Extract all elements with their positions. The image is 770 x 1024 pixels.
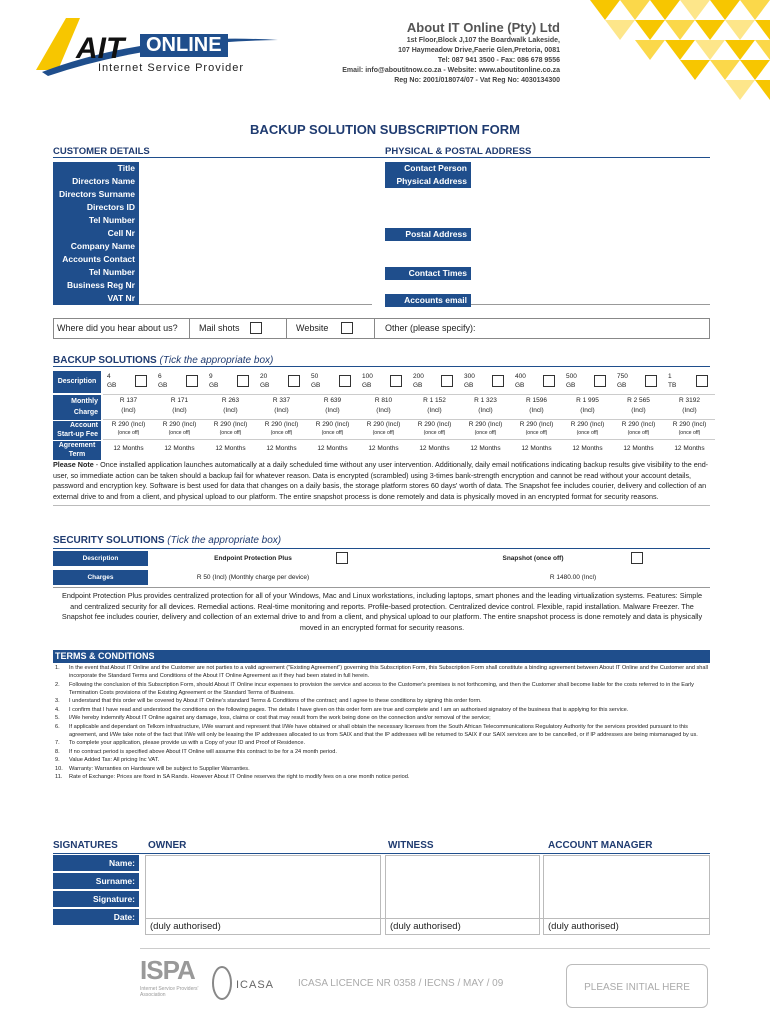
backup-startup-once: (once off) — [168, 430, 191, 436]
backup-note-text: - Once installed application launches automatically at a daily scheduled time without any user intervention. Additionally, daily email notifications indicating backup results give visibility to the end-user, so immediate action can be taken should a backup fail for whatever reason. Data is encrypted (scrambled) using 3-times bank-strength encryption and cannot be read without your account details, password and encryption key. Software is best used for data that changes on a daily basis, the storage platform stores 60 days' worth of data. The Snapshot fee includes courier, delivery and collection of an external drive to and from a client, and physical upload to our platform. The entire snapshot process is done remotely and data is physically moved in an encrypted format for security reasons. — [53, 460, 709, 501]
company-reg: Reg No: 2001/018074/07 - Vat Reg No: 4030134300 — [394, 77, 560, 84]
terms-list — [53, 664, 710, 782]
terms-item — [53, 681, 710, 697]
terms-item-text: To complete your application, please provide us with a Copy of your ID and Proof of Residence. — [69, 740, 305, 746]
backup-monthly-incl: (Incl) — [580, 407, 595, 414]
backup-heading — [53, 355, 273, 366]
backup-size-value: 750 — [617, 373, 628, 380]
field-label-accounts-email: Accounts email — [385, 294, 471, 307]
terms-item-number: 5. — [55, 715, 60, 721]
backup-startup-fee: R 290 (Incl) — [417, 421, 452, 428]
backup-monthly-incl: (Incl) — [682, 407, 697, 414]
backup-checkbox[interactable] — [339, 375, 351, 387]
terms-item — [53, 739, 710, 747]
backup-size-unit: TB — [668, 382, 677, 389]
signatures-heading: SIGNATURES — [53, 840, 118, 851]
backup-startup-fee: R 290 (Incl) — [264, 421, 299, 428]
terms-item-text: Rate of Exchange: Prices are fixed in SA Rands. However About IT Online reserves the right to modify fees on a one month notice period. — [69, 774, 410, 780]
backup-monthly-price: R 3192 — [679, 397, 700, 404]
field-label-directors-surname: Directors Surname — [53, 188, 139, 201]
backup-monthly-incl: (Incl) — [427, 407, 442, 414]
backup-startup-fee: R 290 (Incl) — [519, 421, 554, 428]
terms-item — [53, 697, 710, 705]
backup-monthly-price: R 171 — [170, 397, 189, 404]
backup-option-9gb — [205, 371, 256, 459]
terms-item-text: Following the conclusion of this Subscription Form, should About IT Online incur expenses to provision the service and access to the Customer's premises is not forthcoming, and then the Customer shall become liable for the costs referred to in the Early Termination Costs provisions of the Existing Agreement or the Standard Terms of Business. — [69, 681, 694, 696]
backup-startup-once: (once off) — [627, 430, 650, 436]
logo-online: ONLINE — [140, 34, 228, 57]
terms-item-number: 6. — [55, 723, 60, 730]
backup-checkbox[interactable] — [645, 375, 657, 387]
terms-item-text: I/We hereby indemnify About IT Online against any damage, loss, claims or cost that may result from the work being done on the connection and/or removal of the service; — [69, 715, 491, 721]
backup-startup-once: (once off) — [678, 430, 701, 436]
mail-shots-checkbox[interactable] — [250, 322, 262, 334]
backup-term: 12 Months — [623, 445, 654, 452]
backup-checkbox[interactable] — [543, 375, 555, 387]
security-heading — [53, 535, 281, 546]
owner-heading: OWNER — [148, 840, 187, 851]
backup-startup-fee: R 290 (Incl) — [213, 421, 248, 428]
icasa-licence: ICASA LICENCE NR 0358 / IECNS / MAY / 09 — [298, 978, 504, 989]
epp-checkbox[interactable] — [336, 552, 348, 564]
backup-startup-fee: R 290 (Incl) — [570, 421, 605, 428]
backup-heading-hint: (Tick the appropriate box) — [159, 355, 274, 366]
witness-heading: WITNESS — [388, 840, 434, 851]
terms-item-text: Value Added Tax: All pricing Inc VAT. — [69, 757, 160, 763]
backup-checkbox[interactable] — [186, 375, 198, 387]
backup-startup-once: (once off) — [423, 430, 446, 436]
backup-startup-once: (once off) — [474, 430, 497, 436]
backup-size-unit: GB — [413, 382, 423, 389]
security-heading-hint: (Tick the appropriate box) — [167, 535, 282, 546]
terms-item — [53, 765, 710, 773]
backup-term: 12 Months — [215, 445, 246, 452]
hear-about-row — [53, 318, 710, 339]
terms-item-number: 10. — [55, 765, 63, 772]
backup-monthly-incl: (Incl) — [223, 407, 238, 414]
backup-size-unit: GB — [515, 382, 525, 389]
backup-size-value: 300 — [464, 373, 475, 380]
terms-item — [53, 723, 710, 739]
backup-monthly-price: R 263 — [221, 397, 240, 404]
field-label-physical-address: Physical Address — [385, 175, 471, 188]
ispa-logo — [140, 955, 200, 1010]
backup-startup-fee: R 290 (Incl) — [621, 421, 656, 428]
backup-heading-text: BACKUP SOLUTIONS — [53, 355, 157, 366]
field-label-contact-person: Contact Person — [385, 162, 471, 175]
backup-startup-fee: R 290 (Incl) — [162, 421, 197, 428]
backup-startup-once: (once off) — [117, 430, 140, 436]
backup-monthly-price: R 1 323 — [474, 397, 497, 404]
witness-duly: (duly authorised) — [390, 921, 461, 932]
backup-startup-once: (once off) — [525, 430, 548, 436]
backup-checkbox[interactable] — [594, 375, 606, 387]
backup-monthly-price: R 137 — [119, 397, 138, 404]
backup-size-unit: GB — [617, 382, 627, 389]
company-phone: Tel: 087 941 3500 - Fax: 086 678 9556 — [437, 57, 560, 64]
company-address-1: 1st Floor,Block J,107 the Boardwalk Lakeside, — [406, 37, 560, 44]
backup-startup-once: (once off) — [372, 430, 395, 436]
backup-startup-fee: R 290 (Incl) — [672, 421, 707, 428]
field-label-vat-nr: VAT Nr — [53, 292, 139, 305]
terms-item-text: I confirm that I have read and understood the conditions on the following pages. The details I have given on this order form are true and complete and I am an authorised signatory of the business that is applying for this service. — [69, 706, 629, 713]
icasa-emblem-icon — [210, 965, 234, 1001]
backup-size-value: 20 — [260, 373, 268, 380]
terms-item-number: 8. — [55, 748, 60, 755]
backup-label-term: Agreement Term — [53, 441, 101, 460]
backup-size-unit: GB — [209, 382, 219, 389]
company-logo — [28, 12, 283, 77]
field-label-tel-number: Tel Number — [53, 214, 139, 227]
backup-term: 12 Months — [113, 445, 144, 452]
backup-checkbox[interactable] — [390, 375, 402, 387]
manager-duly: (duly authorised) — [548, 921, 619, 932]
field-label-company-name: Company Name — [53, 240, 139, 253]
backup-startup-once: (once off) — [219, 430, 242, 436]
backup-label-startup: Account Start-up Fee — [53, 421, 101, 440]
website-checkbox[interactable] — [341, 322, 353, 334]
terms-item — [53, 714, 710, 722]
terms-item-number: 1. — [55, 665, 60, 671]
physical-fields — [385, 162, 471, 188]
backup-monthly-price: R 1596 — [526, 397, 547, 404]
backup-size-value: 50 — [311, 373, 319, 380]
backup-monthly-incl: (Incl) — [631, 407, 646, 414]
backup-option-100gb — [358, 371, 409, 459]
backup-monthly-incl: (Incl) — [376, 407, 391, 414]
field-label-contact-times: Contact Times — [385, 267, 471, 280]
backup-term: 12 Months — [419, 445, 450, 452]
ispa-text: ISPA — [140, 955, 195, 985]
backup-size-value: 1 — [668, 373, 672, 380]
backup-label-monthly: Monthly Charge — [53, 395, 101, 420]
initial-here-label: PLEASE INITIAL HERE — [584, 982, 690, 993]
backup-label-description: Description — [53, 371, 101, 393]
website-label: Website — [296, 323, 329, 333]
backup-startup-once: (once off) — [321, 430, 344, 436]
terms-item — [53, 748, 710, 756]
backup-checkbox[interactable] — [135, 375, 147, 387]
field-label-postal-address: Postal Address — [385, 228, 471, 241]
backup-size-unit: GB — [260, 382, 270, 389]
owner-duly: (duly authorised) — [150, 921, 221, 932]
security-note: Endpoint Protection Plus provides centralized protection for all of your Windows, Mac and Linux workstations, including laptops, smart phones and the leading virtualization systems. Features: Simple and centralized security for all devices. Remedial actions. Real-time monitoring and reports. Profile-based protection. Centralized device control. Flexible, rapid installation. Malware Freezer. The Snapshot fee includes courier, delivery and collection of an external drive to and from a client, and physical upload to our platform. The entire snapshot process is done remotely and data is physically moved in an encrypted format for security reasons. — [61, 591, 703, 632]
backup-startup-fee: R 290 (Incl) — [315, 421, 350, 428]
customer-details-heading: CUSTOMER DETAILS — [53, 146, 150, 157]
terms-item — [53, 706, 710, 714]
ispa-subtitle: Internet Service Providers' Association — [140, 986, 199, 998]
company-address-2: 107 Haymeadow Drive,Faerie Glen,Pretoria, 0081 — [398, 47, 560, 54]
backup-monthly-price: R 337 — [272, 397, 291, 404]
initial-here-box[interactable] — [566, 964, 708, 1008]
backup-option-6gb — [154, 371, 205, 459]
company-name: About IT Online (Pty) Ltd — [406, 20, 560, 35]
backup-grid — [103, 371, 715, 459]
sig-label-name: Name: — [53, 855, 139, 871]
terms-item-text: In the event that About IT Online and the Customer are not parties to a valid agreement ("Existing Agreement") governing this Subscription Form, this Subscription Form shall constitute a binding agreement between About IT Online and the Customer and shall incorporate the Standard Terms and Conditions of the About IT Online Agreement as if they had been stated in full herein. — [69, 665, 709, 679]
backup-option-300gb — [460, 371, 511, 459]
physical-address-heading: PHYSICAL & POSTAL ADDRESS — [385, 146, 532, 157]
backup-checkbox[interactable] — [237, 375, 249, 387]
sig-label-surname: Surname: — [53, 873, 139, 889]
backup-size-value: 100 — [362, 373, 373, 380]
icasa-text: ICASA — [236, 979, 275, 991]
customer-details-input[interactable] — [139, 162, 372, 305]
signature-labels — [53, 855, 139, 925]
backup-checkbox[interactable] — [696, 375, 708, 387]
backup-row-labels — [53, 371, 101, 460]
backup-option-4gb — [103, 371, 154, 459]
backup-monthly-incl: (Incl) — [274, 407, 289, 414]
manager-heading: ACCOUNT MANAGER — [548, 840, 653, 851]
backup-monthly-price: R 2 565 — [627, 397, 650, 404]
backup-term: 12 Months — [470, 445, 501, 452]
backup-startup-fee: R 290 (Incl) — [468, 421, 503, 428]
security-table — [53, 551, 710, 587]
security-label-charges: Charges — [53, 570, 148, 585]
security-heading-text: SECURITY SOLUTIONS — [53, 535, 165, 546]
backup-size-unit: GB — [464, 382, 474, 389]
backup-option-50gb — [307, 371, 358, 459]
backup-checkbox[interactable] — [441, 375, 453, 387]
backup-checkbox[interactable] — [288, 375, 300, 387]
backup-monthly-price: R 1 152 — [423, 397, 446, 404]
snapshot-charge: R 1480.00 (Incl) — [549, 574, 597, 581]
backup-option-200gb — [409, 371, 460, 459]
backup-term: 12 Months — [317, 445, 348, 452]
field-label-directors-id: Directors ID — [53, 201, 139, 214]
security-label-description: Description — [53, 551, 148, 566]
backup-option-1tb — [664, 371, 715, 459]
backup-term: 12 Months — [164, 445, 195, 452]
field-label-directors-name: Directors Name — [53, 175, 139, 188]
backup-size-unit: GB — [566, 382, 576, 389]
company-email: Email: info@aboutitnow.co.za - Website: www.aboutitonline.co.za — [342, 67, 560, 74]
backup-term: 12 Months — [368, 445, 399, 452]
mail-shots-label: Mail shots — [199, 323, 240, 333]
logo-subtitle: Internet Service Provider — [98, 62, 245, 74]
company-info — [300, 20, 560, 86]
backup-monthly-incl: (Incl) — [529, 407, 544, 414]
backup-monthly-incl: (Incl) — [325, 407, 340, 414]
snapshot-label: Snapshot (once off) — [502, 555, 564, 562]
backup-option-500gb — [562, 371, 613, 459]
backup-size-value: 9 — [209, 373, 213, 380]
terms-item-text: If no contract period is specified above About IT Online will assume this contract to be for a 24 month period. — [69, 748, 337, 755]
backup-option-750gb — [613, 371, 664, 459]
backup-term: 12 Months — [266, 445, 297, 452]
field-label-business-reg: Business Reg Nr — [53, 279, 139, 292]
backup-note-bold: Please Note — [53, 460, 94, 469]
backup-term: 12 Months — [521, 445, 552, 452]
terms-item-text: Warranty: Warranties on Hardware will be subject to Supplier Warranties. — [69, 765, 250, 772]
sig-label-date: Date: — [53, 909, 139, 925]
logo-ait: AIT — [76, 32, 125, 65]
terms-item-text: If applicable and dependant on Telkom infrastructure, I/We warrant and represent that I/We have obtained or shall obtain the necessary licenses from the South African Telecommunications Regulatory Authority for the services provided pursuant to this agreement, and I/We take note of the fact that I/We will only be leasing the IP addresses allocated to us from SAIX and that the IP addresses will be returned to SAIX if our SAIX services are to be cancelled, or if IP addresses are being mismanaged by us. — [69, 723, 698, 738]
terms-item-number: 9. — [55, 757, 60, 763]
backup-size-unit: GB — [158, 382, 168, 389]
backup-monthly-price: R 810 — [374, 397, 393, 404]
physical-address-input[interactable] — [471, 162, 710, 305]
terms-item-number: 11. — [55, 774, 63, 780]
backup-startup-fee: R 290 (Incl) — [366, 421, 401, 428]
backup-size-unit: GB — [107, 382, 117, 389]
icasa-logo — [210, 965, 275, 1005]
terms-item-number: 2. — [55, 681, 60, 688]
terms-heading: TERMS & CONDITIONS — [53, 650, 710, 663]
backup-checkbox[interactable] — [492, 375, 504, 387]
backup-size-value: 500 — [566, 373, 577, 380]
backup-monthly-incl: (Incl) — [478, 407, 493, 414]
backup-option-20gb — [256, 371, 307, 459]
page-title: BACKUP SOLUTION SUBSCRIPTION FORM — [250, 122, 520, 137]
snapshot-checkbox[interactable] — [631, 552, 643, 564]
backup-size-value: 200 — [413, 373, 424, 380]
customer-fields — [53, 162, 139, 305]
backup-startup-once: (once off) — [576, 430, 599, 436]
backup-startup-fee: R 290 (Incl) — [111, 421, 146, 428]
backup-startup-once: (once off) — [270, 430, 293, 436]
backup-monthly-price: R 1 995 — [576, 397, 599, 404]
backup-size-value: 4 — [107, 373, 111, 380]
backup-term: 12 Months — [572, 445, 603, 452]
terms-item — [53, 756, 710, 764]
backup-size-value: 6 — [158, 373, 162, 380]
field-label-accounts-contact: Accounts Contact — [53, 253, 139, 266]
epp-label: Endpoint Protection Plus — [214, 555, 292, 562]
decorative-triangles-icon — [590, 0, 770, 110]
terms-item — [53, 773, 710, 781]
terms-item-number: 4. — [55, 706, 60, 713]
terms-item-text: I understand that this order will be covered by About IT Online's standard Terms & Conditions of the contract; and I agree to these conditions by signing this order form. — [69, 698, 482, 704]
terms-item-number: 3. — [55, 698, 60, 704]
field-label-tel-number-2: Tel Number — [53, 266, 139, 279]
backup-option-400gb — [511, 371, 562, 459]
epp-charge: R 50 (Incl) (Monthly charge per device) — [196, 574, 310, 581]
backup-note — [53, 460, 710, 506]
backup-monthly-incl: (Incl) — [172, 407, 187, 414]
backup-size-value: 400 — [515, 373, 526, 380]
backup-size-unit: GB — [311, 382, 321, 389]
terms-item — [53, 664, 710, 680]
backup-monthly-incl: (Incl) — [121, 407, 136, 414]
hear-about-question: Where did you hear about us? — [57, 323, 178, 333]
field-label-cell-nr: Cell Nr — [53, 227, 139, 240]
backup-monthly-price: R 639 — [323, 397, 342, 404]
terms-item-number: 7. — [55, 740, 60, 746]
backup-term: 12 Months — [674, 445, 705, 452]
other-specify-label: Other (please specify): — [385, 323, 476, 333]
backup-size-unit: GB — [362, 382, 372, 389]
sig-label-signature: Signature: — [53, 891, 139, 907]
field-label-title: Title — [53, 162, 139, 175]
